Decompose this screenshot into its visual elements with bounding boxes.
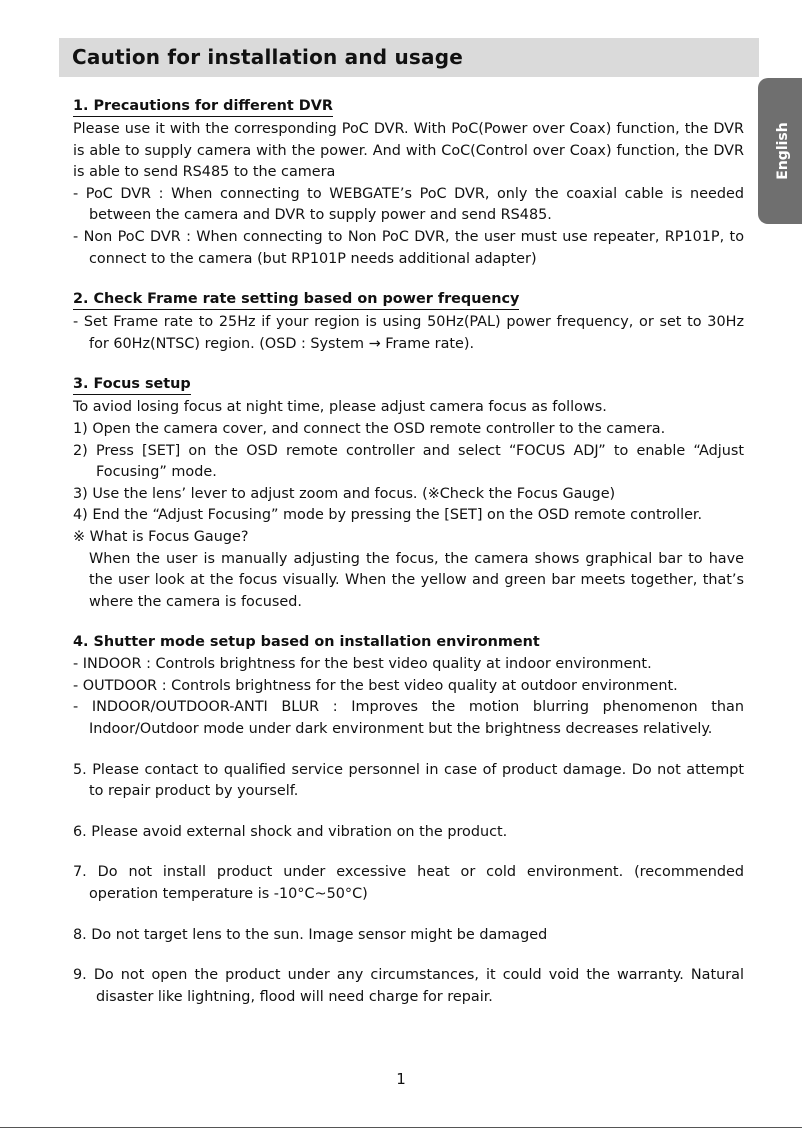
paragraph: Please use it with the corresponding PoC DVR. With PoC(Power over Coax) function, the DVR is able to supply camera with the power. And with CoC(Control over Coax) function, the DVR is able to send RS485 to the camera	[73, 121, 744, 181]
language-tab-label: English	[775, 122, 791, 180]
document-body	[73, 96, 744, 1027]
page-number: 1	[396, 1070, 406, 1088]
list-item: 1) Open the camera cover, and connect the OSD remote controller to the camera.	[73, 420, 666, 437]
list-item: 3) Use the lens’ lever to adjust zoom and focus. (※Check the Focus Gauge)	[73, 485, 616, 502]
section-heading: 1. Precautions for different DVR	[73, 96, 333, 117]
section-precautions	[73, 96, 744, 270]
list-item: - PoC DVR : When connecting to WEBGATE’s PoC DVR, only the coaxial cable is needed between the camera and DVR to supply power and send RS485.	[73, 185, 744, 224]
note-body: When the user is manually adjusting the focus, the camera shows graphical bar to have the user look at the focus visually. When the yellow and green bar meets together, that’s where the camera is focused.	[89, 550, 744, 610]
numbered-caution: 6. Please avoid external shock and vibration on the product.	[73, 823, 508, 840]
section-heading: 4. Shutter mode setup based on installation environment	[73, 634, 540, 651]
page-title: Caution for installation and usage	[72, 45, 463, 69]
section-header-bar	[59, 38, 759, 77]
bottom-divider	[0, 1127, 802, 1128]
numbered-caution: 8. Do not target lens to the sun. Image sensor might be damaged	[73, 926, 548, 943]
list-item: - OUTDOOR : Controls brightness for the best video quality at outdoor environment.	[73, 677, 678, 694]
note-title: ※ What is Focus Gauge?	[73, 528, 249, 545]
section-9	[73, 965, 744, 1008]
section-7	[73, 862, 744, 905]
language-tab	[758, 78, 802, 224]
section-heading: 3. Focus setup	[73, 374, 191, 395]
list-item: - Non PoC DVR : When connecting to Non PoC DVR, the user must use repeater, RP101P, to connect to the camera (but RP101P needs additional adapter)	[73, 228, 744, 267]
paragraph: To aviod losing focus at night time, please adjust camera focus as follows.	[73, 399, 607, 416]
list-item: - INDOOR/OUTDOOR-ANTI BLUR : Improves the motion blurring phenomenon than Indoor/Outdoor mode under dark environment but the brightness decreases relatively.	[73, 699, 744, 738]
section-8	[73, 925, 744, 947]
numbered-caution: 5. Please contact to qualified service personnel in case of product damage. Do not attempt to repair product by yourself.	[73, 761, 744, 800]
numbered-caution: 9. Do not open the product under any circumstances, it could void the warranty. Natural disaster like lightning, flood will need charge for repair.	[73, 967, 744, 1005]
list-item: - Set Frame rate to 25Hz if your region is using 50Hz(PAL) power frequency, or set to 30Hz for 60Hz(NTSC) region. (OSD : System → Frame rate).	[73, 314, 744, 352]
numbered-caution: 7. Do not install product under excessive heat or cold environment. (recommended operation temperature is -10°C~50°C)	[73, 864, 744, 903]
section-frame-rate	[73, 289, 744, 355]
section-heading: 2. Check Frame rate setting based on power frequency	[73, 289, 519, 310]
section-focus-setup	[73, 374, 744, 613]
list-item: - INDOOR : Controls brightness for the best video quality at indoor environment.	[73, 656, 652, 673]
section-shutter-mode	[73, 632, 744, 740]
list-item: 4) End the “Adjust Focusing” mode by pressing the [SET] on the OSD remote controller.	[73, 507, 703, 524]
list-item: 2) Press [SET] on the OSD remote controller and select “FOCUS ADJ” to enable “Adjust Focusing” mode.	[73, 442, 744, 481]
section-5	[73, 760, 744, 803]
section-6	[73, 822, 744, 844]
